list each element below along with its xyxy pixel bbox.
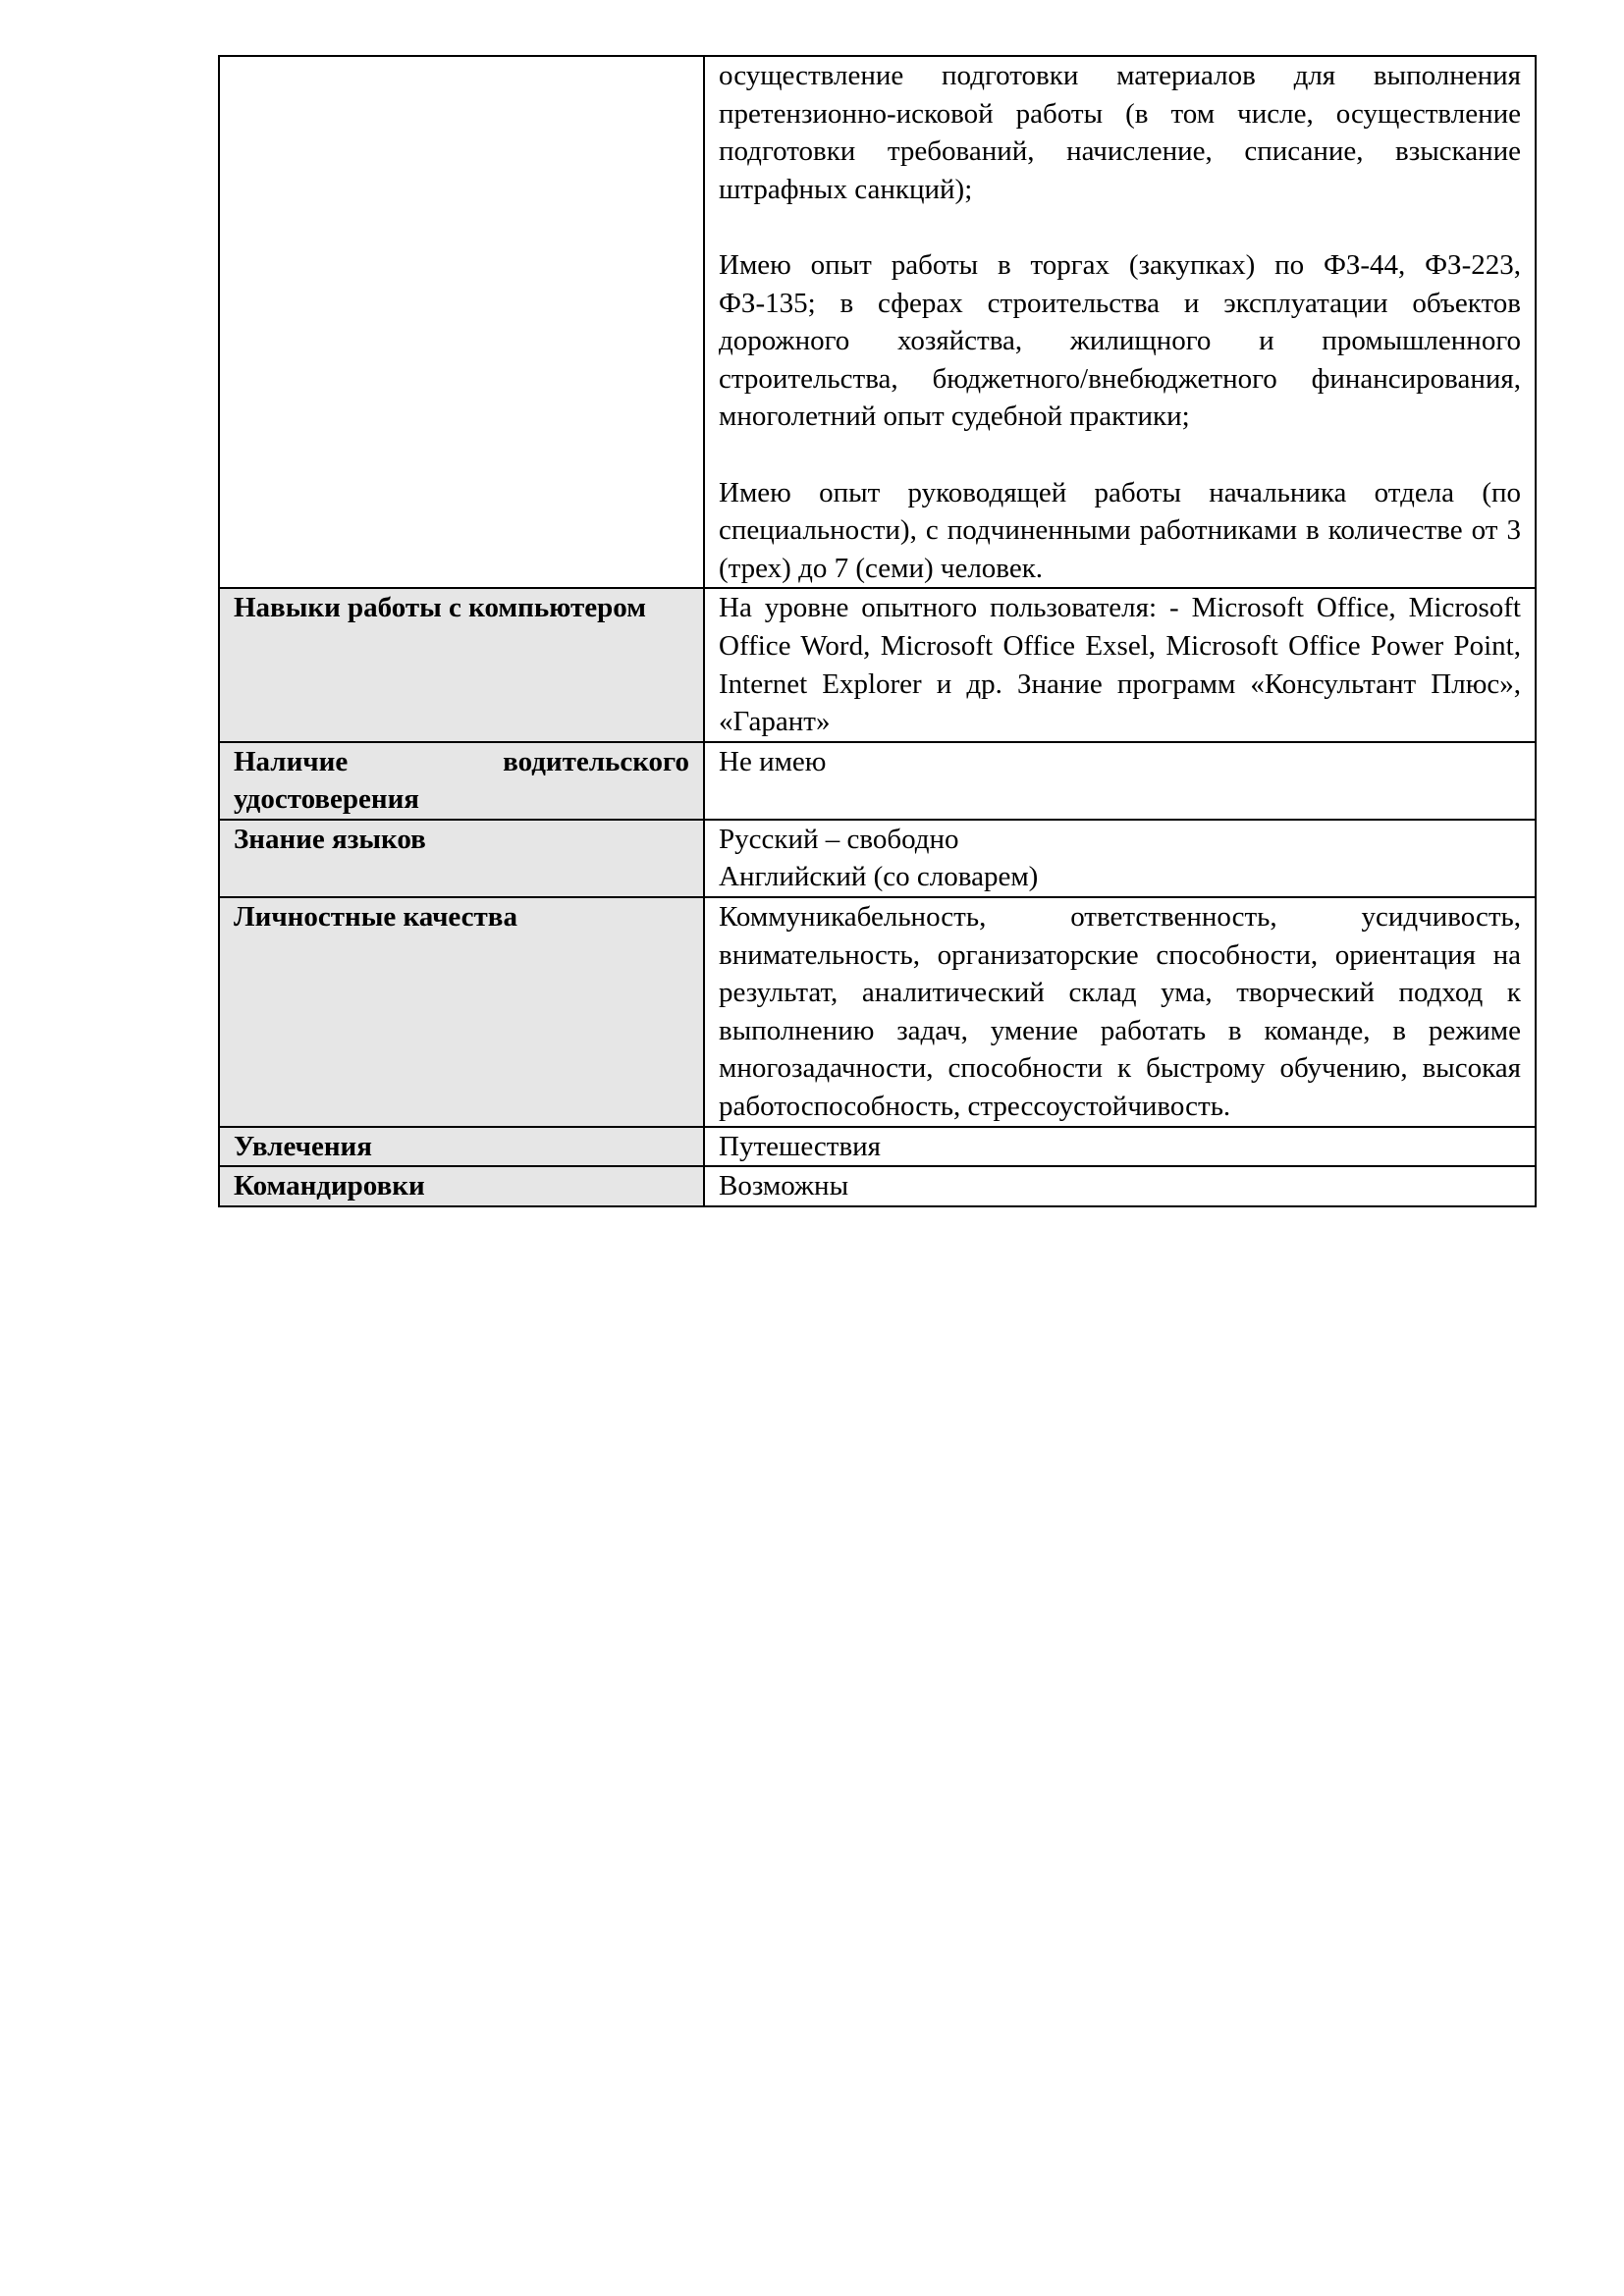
driver-license-label: Наличие водительского удостоверения bbox=[219, 742, 704, 820]
hobbies-value: Путешествия bbox=[704, 1127, 1536, 1167]
language-line: Русский – свободно bbox=[719, 823, 959, 855]
table-row-experience-continuation bbox=[219, 56, 1536, 588]
driver-license-value: Не имею bbox=[704, 742, 1536, 820]
experience-description-cell bbox=[704, 56, 1536, 588]
table-row-languages bbox=[219, 820, 1536, 897]
table-row-hobbies bbox=[219, 1127, 1536, 1167]
paragraph-spacer bbox=[719, 436, 1521, 474]
experience-paragraph: Имею опыт работы в торгах (закупках) по ФЗ-44, ФЗ-223, ФЗ-135; в сферах строительства и эксплуатации объектов дорожного хозяйства, жилищного и промышленного строительства, бюджетного/внебюджетного финансирования, многолетний опыт судебной практики; bbox=[719, 248, 1521, 433]
table-row-personal-qualities bbox=[219, 897, 1536, 1127]
personal-qualities-label: Личностные качества bbox=[219, 897, 704, 1127]
computer-skills-label: Навыки работы с компьютером bbox=[219, 588, 704, 741]
business-trips-value: Возможны bbox=[704, 1166, 1536, 1206]
label-cell-empty bbox=[219, 56, 704, 588]
business-trips-label: Командировки bbox=[219, 1166, 704, 1206]
language-line: Английский (со словарем) bbox=[719, 861, 1039, 893]
table-row-driver-license bbox=[219, 742, 1536, 820]
experience-paragraph: Имею опыт руководящей работы начальника отдела (по специальности), с подчиненными работниками в количестве от 3 (трех) до 7 (семи) человек. bbox=[719, 476, 1521, 584]
resume-table bbox=[218, 55, 1537, 1207]
paragraph-spacer bbox=[719, 208, 1521, 246]
experience-paragraph: осуществление подготовки материалов для выполнения претензионно-исковой работы (в том числе, осуществление подготовки требований, начисление, списание, взыскание штрафных санкций); bbox=[719, 60, 1521, 205]
table-row-computer-skills bbox=[219, 588, 1536, 741]
hobbies-label: Увлечения bbox=[219, 1127, 704, 1167]
languages-value bbox=[704, 820, 1536, 897]
table-row-business-trips bbox=[219, 1166, 1536, 1206]
computer-skills-value: На уровне опытного пользователя: - Microsoft Office, Microsoft Office Word, Microsoft Office Exsel, Microsoft Office Power Point, Internet Explorer и др. Знание программ «Консультант Плюс», «Гарант» bbox=[704, 588, 1536, 741]
personal-qualities-value: Коммуникабельность, ответственность, усидчивость, внимательность, организаторские способности, ориентация на результат, аналитический склад ума, творческий подход к выполнению задач, умение работать в команде, в режиме многозадачности, способности к быстрому обучению, высокая работоспособность, стрессоустойчивость. bbox=[704, 897, 1536, 1127]
languages-label: Знание языков bbox=[219, 820, 704, 897]
